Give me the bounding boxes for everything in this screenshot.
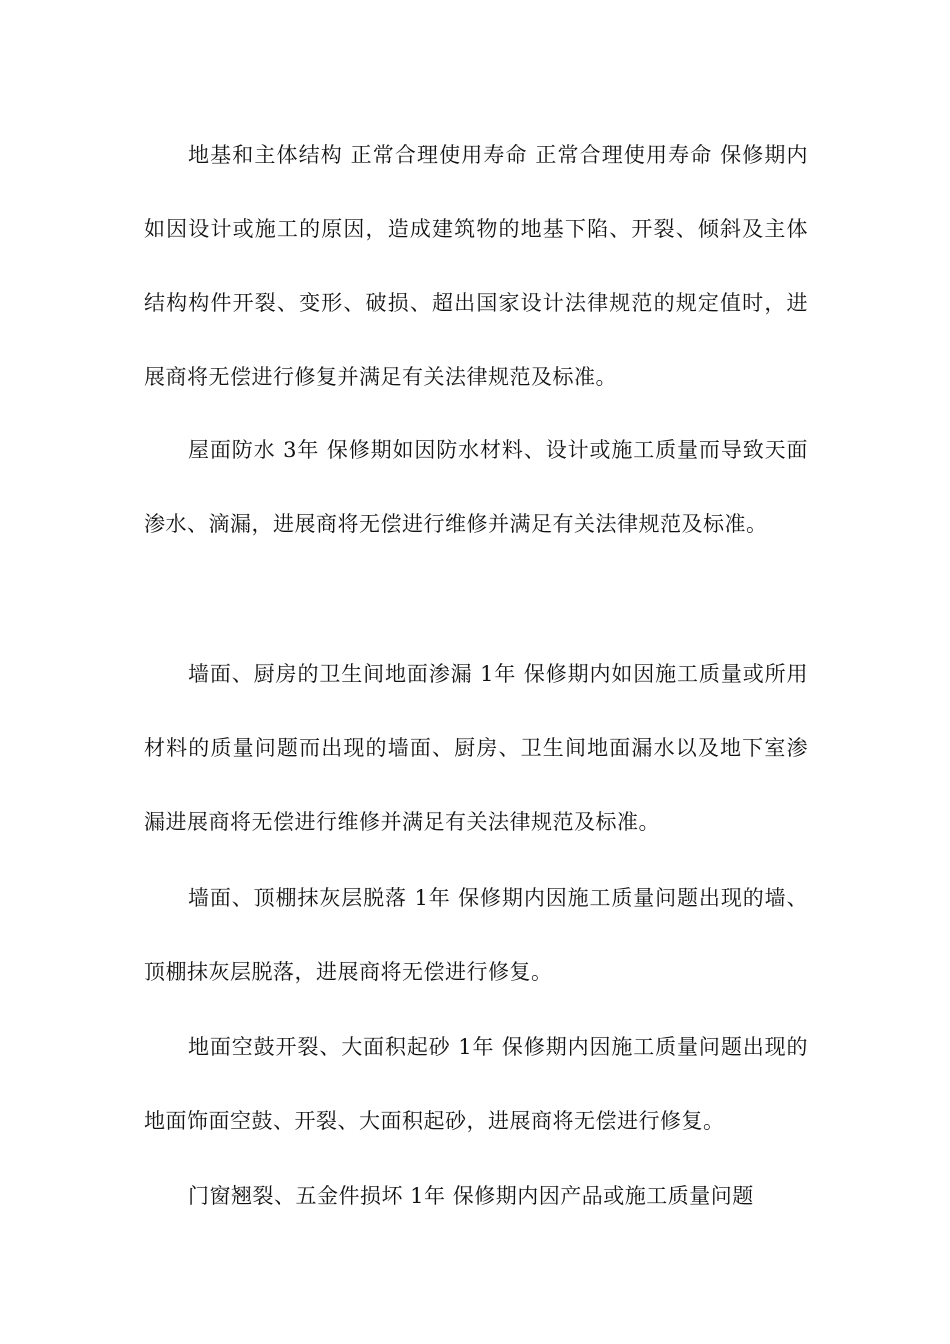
paragraph-wall-kitchen-bathroom-leakage: 墙面、厨房的卫生间地面渗漏 1年 保修期内如因施工质量或所用材料的质量问题而出现的墙面、厨房、卫生间地面漏水以及地下室渗漏进展商将无偿进行维修并满足有关法律规范及标准。	[144, 662, 808, 834]
paragraph-plaster-peeling: 墙面、顶棚抹灰层脱落 1年 保修期内因施工质量问题出现的墙、顶棚抹灰层脱落，进展商将无偿进行修复。	[144, 886, 808, 984]
paragraph-foundation-structure: 地基和主体结构 正常合理使用寿命 正常合理使用寿命 保修期内如因设计或施工的原因，造成建筑物的地基下陷、开裂、倾斜及主体结构构件开裂、变形、破损、超出国家设计法律规范的规定值时，进展商将无偿进行修复并满足有关法律规范及标准。	[144, 143, 808, 389]
paragraph-roof-waterproofing: 屋面防水 3年 保修期如因防水材料、设计或施工质量而导致天面渗水、滴漏，进展商将无偿进行维修并满足有关法律规范及标准。	[144, 438, 808, 536]
paragraph-floor-cracking: 地面空鼓开裂、大面积起砂 1年 保修期内因施工质量问题出现的地面饰面空鼓、开裂、大面积起砂，进展商将无偿进行修复。	[144, 1035, 808, 1133]
paragraph-doors-windows-hardware: 门窗翘裂、五金件损坏 1年 保修期内因产品或施工质量问题	[188, 1184, 754, 1208]
